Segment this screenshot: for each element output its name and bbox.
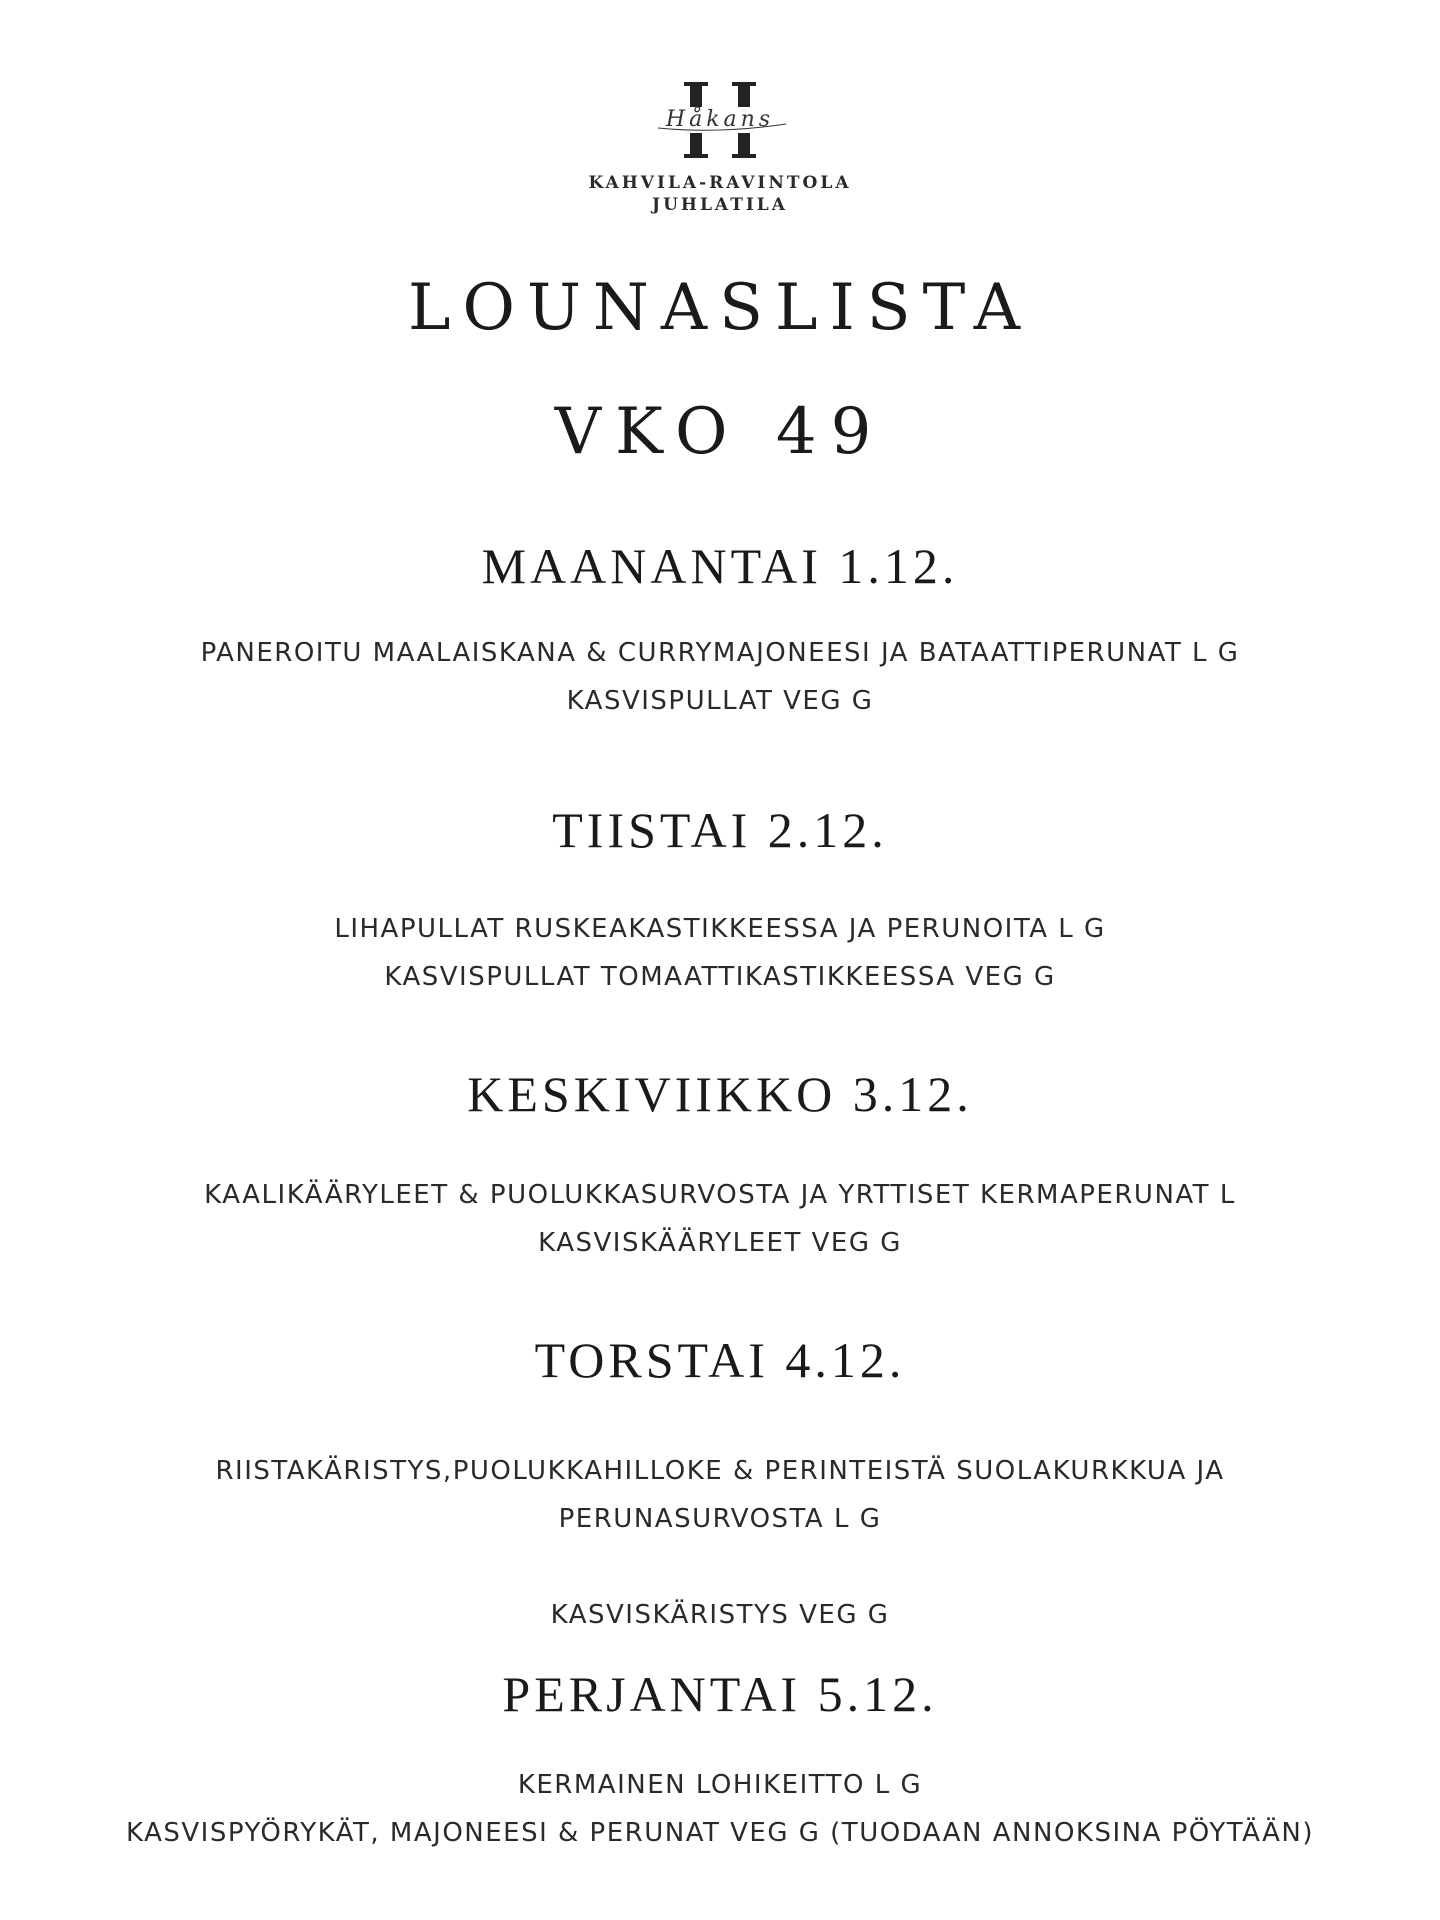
dish-tuesday-2: KASVISPULLAT TOMAATTIKASTIKKEESSA VEG G xyxy=(384,962,1056,992)
dish-wednesday-1: KAALIKÄÄRYLEET & PUOLUKKASURVOSTA JA YRTTISET KERMAPERUNAT L xyxy=(204,1180,1236,1210)
logo-h-monogram-icon xyxy=(630,80,810,160)
day-heading-monday: MAANANTAI 1.12. xyxy=(481,538,959,594)
dish-thursday-2: PERUNASURVOSTA L G xyxy=(558,1504,882,1534)
dish-friday-1: KERMAINEN LOHIKEITTO L G xyxy=(517,1770,923,1800)
dish-monday-1: PANEROITU MAALAISKANA & CURRYMAJONEESI JA BATAATTIPERUNAT L G xyxy=(200,638,1240,668)
week-number: VKO 49 xyxy=(554,395,886,469)
dish-friday-2: KASVISPYÖRYKÄT, MAJONEESI & PERUNAT VEG G (TUODAAN ANNOKSINA PÖYTÄÄN) xyxy=(126,1818,1314,1848)
dish-thursday-3: KASVISKÄRISTYS VEG G xyxy=(550,1600,890,1630)
restaurant-logo xyxy=(0,80,1440,216)
page-title: LOUNASLISTA xyxy=(408,271,1032,345)
dish-tuesday-1: LIHAPULLAT RUSKEAKASTIKKEESSA JA PERUNOITA L G xyxy=(334,914,1106,944)
logo-line-cafe: KAHVILA-RAVINTOLA xyxy=(588,173,852,193)
logo-script-text: Håkans xyxy=(665,107,775,132)
day-heading-thursday: TORSTAI 4.12. xyxy=(534,1332,906,1388)
logo-monogram xyxy=(630,80,810,160)
day-heading-friday: PERJANTAI 5.12. xyxy=(502,1666,938,1722)
day-heading-tuesday: TIISTAI 2.12. xyxy=(552,802,888,858)
dish-thursday-1: RIISTAKÄRISTYS,PUOLUKKAHILLOKE & PERINTEISTÄ SUOLAKURKKUA JA xyxy=(215,1456,1225,1486)
dish-wednesday-2: KASVISKÄÄRYLEET VEG G xyxy=(538,1228,902,1258)
day-heading-wednesday: KESKIVIIKKO 3.12. xyxy=(467,1066,973,1122)
dish-monday-2: KASVISPULLAT VEG G xyxy=(566,686,874,716)
logo-line-venue: JUHLATILA xyxy=(652,195,788,215)
